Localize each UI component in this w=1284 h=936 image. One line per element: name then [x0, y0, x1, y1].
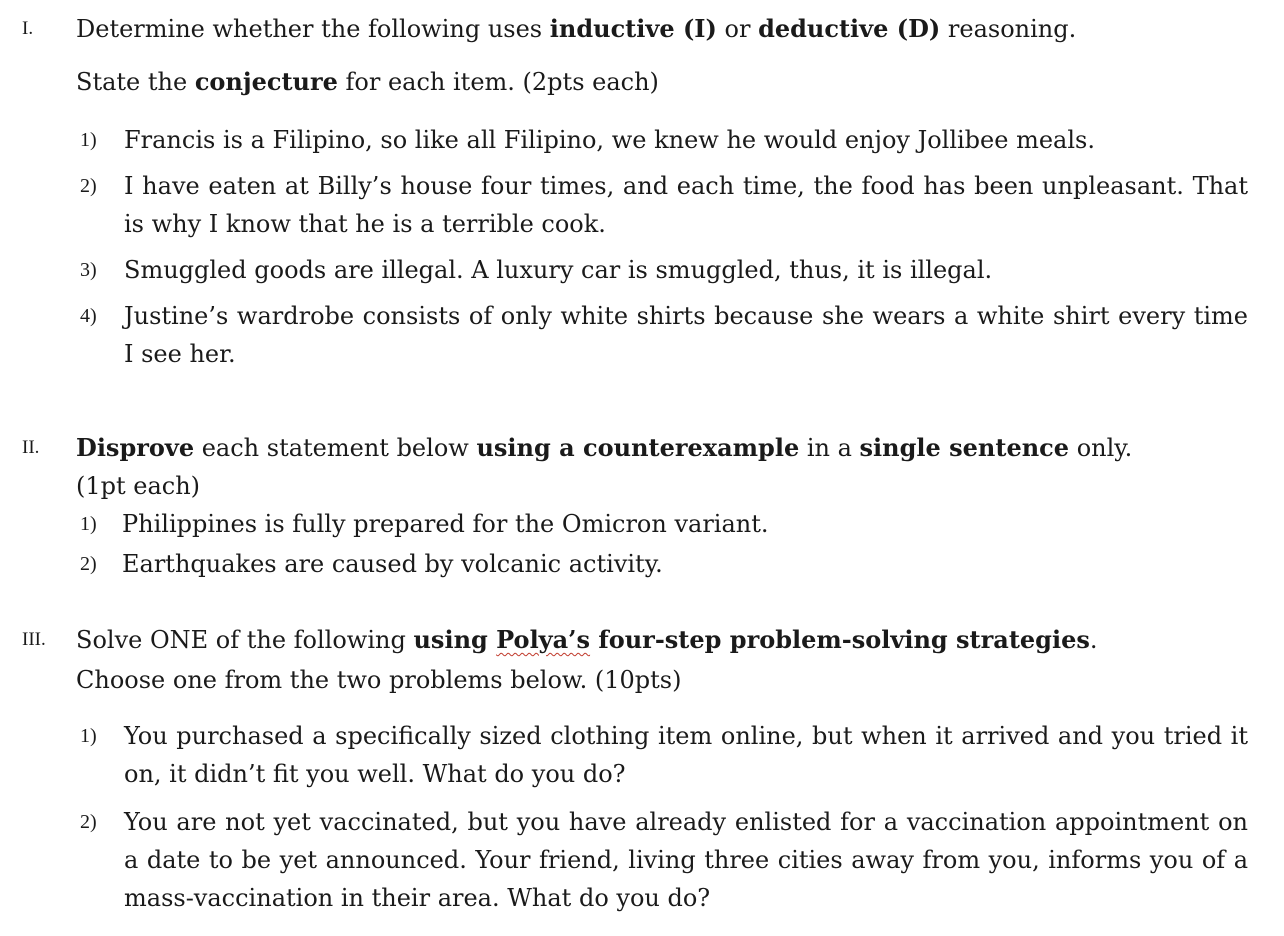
section-2-points: (1pt each): [76, 472, 201, 500]
list-item: 1) Philippines is fully prepared for the Omicron variant.: [80, 510, 769, 538]
list-item: 2) You are not yet vaccinated, but you have already enlisted for a vaccination appointment on a date to be yet announced. Your friend, living three cities away from you, informs you of a mass-vaccination in their area. What do you do?: [80, 808, 1248, 912]
section-3-heading: Solve ONE of the following using Polya’s four-step problem-solving strategies. Choose one from the two problems below. (10pts): [76, 621, 1248, 699]
list-item: 2) I have eaten at Billy’s house four times, and each time, the food has been unpleasant. That is why I know that he is a terrible cook.: [80, 172, 1248, 238]
list-item: 1) You purchased a specifically sized clothing item online, but when it arrived and you tried it on, it didn’t fit you well. What do you do?: [80, 722, 1248, 788]
section-2-heading: Disprove each statement below using a counterexample in a single sentence only. (1pt each): [76, 429, 1248, 505]
section-3-subheading: Choose one from the two problems below. (10pts): [76, 666, 682, 694]
list-item: 2) Earthquakes are caused by volcanic activity.: [80, 550, 663, 578]
list-item: 4) Justine’s wardrobe consists of only white shirts because she wears a white shirt every time I see her.: [80, 302, 1248, 368]
section-3-numeral: III.: [22, 629, 46, 650]
section-1-heading: Determine whether the following uses inductive (I) or deductive (D) reasoning.: [76, 14, 1077, 43]
section-1-subheading: State the conjecture for each item. (2pts each): [76, 67, 659, 96]
section-1-numeral: I.: [22, 18, 34, 39]
spellcheck-word: Polya’s: [496, 625, 591, 654]
list-item: 1) Francis is a Filipino, so like all Filipino, we knew he would enjoy Jollibee meals.: [80, 126, 1095, 154]
list-item: 3) Smuggled goods are illegal. A luxury car is smuggled, thus, it is illegal.: [80, 256, 993, 284]
section-2-numeral: II.: [22, 437, 40, 458]
